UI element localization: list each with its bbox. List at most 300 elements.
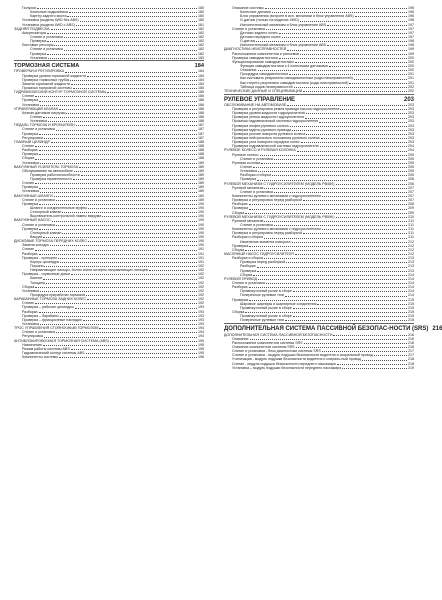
- toc-entry-title: АНТИБЛОКИРОВОЧНАЯ ТОРМОЗНАЯ СИСТЕМА (ABS): [14, 338, 109, 343]
- toc-page-number: 203: [408, 111, 414, 116]
- toc-leader-dots: [65, 72, 197, 73]
- toc-entry-title: Проверка: [22, 98, 39, 103]
- toc-entry-title: Режим работы системы ABS: [22, 346, 70, 351]
- toc-page-number: 190: [198, 210, 204, 215]
- toc-leader-dots: [286, 262, 407, 263]
- toc-leader-dots: [257, 271, 407, 272]
- toc-page-number: 191: [198, 247, 204, 252]
- toc-leader-dots: [88, 208, 197, 209]
- toc-entry: [14, 355, 204, 359]
- toc-entry-title: Клапан датчиков нагрузки: [22, 110, 66, 115]
- toc-entry-title: Проверка – барабаны: [22, 313, 59, 318]
- toc-entry-title: РУЛЕВОЙ МЕХАНИЗМ С ГИДРОУСИЛИТЕЛЕМ (МОДЕЛЬ PB59K): [224, 214, 335, 219]
- toc-entry-title: Установка: [30, 119, 47, 124]
- toc-entry-title: Снятие: [22, 247, 35, 252]
- toc-entry-title: Рулевой механизм: [232, 185, 264, 190]
- toc-entry-title: Сборка: [232, 247, 245, 252]
- toc-page-number: 213: [408, 256, 414, 261]
- section-divider: [224, 323, 414, 324]
- toc-page-number: 180: [198, 5, 204, 10]
- toc-page-number: 182: [198, 30, 204, 35]
- toc-leader-dots: [56, 225, 197, 226]
- toc-leader-dots: [290, 126, 407, 127]
- toc-page-number: 180: [198, 10, 204, 15]
- toc-page-number: 186: [198, 106, 204, 111]
- toc-entry-title: Выключатель контрольной лампы вакуума: [30, 214, 102, 219]
- toc-page-number: 184: [198, 69, 204, 74]
- toc-entry-title: Шланги и соединительные муфты: [30, 206, 87, 211]
- toc-leader-dots: [43, 345, 197, 346]
- toc-page-number: 215: [408, 305, 414, 310]
- toc-leader-dots: [354, 79, 407, 80]
- toc-page-number: 216: [408, 336, 414, 341]
- toc-leader-dots: [301, 142, 407, 143]
- toc-leader-dots: [59, 109, 197, 110]
- toc-leader-dots: [35, 96, 197, 97]
- toc-entry-title: Проверка и регулировка ремня привода насоса гидроусилителя: [232, 107, 340, 112]
- toc-entry-title: Проверка: [22, 226, 39, 231]
- section-divider: [14, 60, 204, 61]
- toc-leader-dots: [86, 353, 197, 354]
- toc-leader-dots: [249, 204, 407, 205]
- toc-leader-dots: [300, 21, 407, 22]
- toc-page-number: 191: [198, 251, 204, 256]
- toc-leader-dots: [260, 155, 407, 156]
- toc-page-number: 189: [198, 181, 204, 186]
- toc-entry-title: Проверка работоспособности: [30, 172, 80, 177]
- toc-page-number: 182: [198, 26, 204, 31]
- toc-page-number: 196: [408, 14, 414, 19]
- toc-entry-title: Установка: [22, 288, 39, 293]
- toc-entry-title: Установка: [22, 102, 39, 107]
- toc-entry-title: Замена колодок: [22, 243, 49, 248]
- toc-page-number: 192: [198, 288, 204, 293]
- toc-entry-title: Компоненты рулевого механизма с гидроусилителем: [232, 227, 321, 232]
- toc-entry-title: Датчики заднего колес: [240, 30, 278, 35]
- toc-page-number: 191: [198, 255, 204, 260]
- toc-leader-dots: [39, 134, 197, 135]
- toc-leader-dots: [257, 180, 407, 181]
- toc-page-number: 211: [408, 235, 414, 240]
- toc-entry-title: ПЕДАЛЬ ТОРМОЗА И КРОНШТЕЙН: [14, 123, 75, 128]
- toc-entry-title: Поперечные рулевые тяги: [240, 293, 285, 298]
- toc-entry-title: Проверка тормозных трубок: [22, 77, 70, 82]
- toc-leader-dots: [362, 360, 407, 361]
- toc-leader-dots: [258, 171, 407, 172]
- toc-entry-title: Проверка уровня жидкости гидроусилителя: [232, 111, 305, 116]
- toc-entry-title: Снятие и установка: [240, 223, 273, 227]
- toc-leader-dots: [43, 237, 197, 238]
- toc-leader-dots: [303, 200, 407, 201]
- toc-page-number: 190: [198, 239, 204, 244]
- toc-entry-title: Снятие и установка: [22, 330, 55, 335]
- toc-leader-dots: [245, 250, 407, 251]
- toc-leader-dots: [60, 316, 197, 317]
- toc-leader-dots: [39, 188, 197, 189]
- toc-entry-title: Поршни: [30, 264, 44, 269]
- toc-entry-title: Разборка: [22, 148, 38, 153]
- toc-leader-dots: [40, 324, 197, 325]
- toc-leader-dots: [249, 287, 407, 288]
- toc-page-number: 192: [198, 280, 204, 285]
- toc-page-number: 187: [198, 131, 204, 136]
- toc-entry-title: Проверка угла поворота передних колес: [232, 140, 300, 145]
- toc-entry-title: ВАКУУМНЫЙ УСИЛИТЕЛЬ ТОРМОЗА: [14, 164, 78, 169]
- toc-leader-dots: [320, 146, 407, 147]
- toc-page-number: 182: [198, 39, 204, 44]
- toc-page-number: 197: [408, 26, 414, 31]
- toc-leader-dots: [266, 283, 407, 284]
- toc-entry-title: Прокачка тормозной системы: [22, 85, 72, 90]
- toc-entry-title: РУЛЕВОЕ УПРАВЛЕНИЕ: [224, 96, 296, 103]
- toc-leader-dots: [249, 209, 407, 210]
- toc-page-number: 190: [198, 226, 204, 231]
- toc-leader-dots: [86, 295, 197, 296]
- toc-page-number: 193: [198, 313, 204, 318]
- toc-entry-title: Рулевая колонка: [232, 160, 261, 165]
- toc-entry: [14, 56, 204, 60]
- toc-entry-title: Проверка: [22, 152, 39, 157]
- toc-leader-dots: [322, 351, 407, 352]
- toc-page-number: 189: [198, 197, 204, 202]
- toc-leader-dots: [79, 167, 197, 168]
- toc-leader-dots: [349, 83, 407, 84]
- toc-entry-title: Датчики передних колес: [240, 34, 281, 39]
- toc-page-number: 215: [408, 301, 414, 306]
- toc-leader-dots: [62, 212, 197, 213]
- toc-page-number: 215: [408, 318, 414, 323]
- toc-leader-dots: [35, 250, 197, 251]
- toc-page-number: 199: [408, 51, 414, 56]
- toc-entry-title: Толщина: [30, 280, 45, 285]
- toc-page-number: 198: [408, 43, 414, 48]
- toc-entry-title: Снятие: [22, 301, 35, 306]
- toc-page-number: 184: [198, 73, 204, 78]
- toc-entry-title: Снятие - модуль подушки безопасности переднего пассажира: [232, 361, 336, 366]
- toc-leader-dots: [40, 163, 197, 164]
- toc-leader-dots: [303, 233, 407, 234]
- toc-entry-title: Функционирование самодиагностики: [232, 59, 294, 64]
- toc-page-number: 188: [198, 139, 204, 144]
- toc-page-number: 182: [198, 34, 204, 39]
- toc-page-number: 211: [408, 231, 414, 236]
- toc-leader-dots: [39, 101, 197, 102]
- toc-page-number: 197: [408, 34, 414, 39]
- toc-leader-dots: [69, 12, 197, 13]
- toc-entry-title: Рулевой механизм: [232, 218, 264, 223]
- toc-entry-title: G-датчик: [240, 39, 256, 44]
- toc-entry-title: Проверка уровня тормозной жидкости: [22, 73, 86, 78]
- toc-leader-dots: [264, 221, 407, 222]
- toc-entry-title: Стопорный клапан: [30, 210, 62, 215]
- toc-page-number: 192: [198, 272, 204, 277]
- toc-page-number: 203: [408, 115, 414, 120]
- toc-leader-dots: [43, 117, 197, 118]
- toc-page-number: 195: [198, 338, 204, 343]
- toc-page-number: 186: [198, 119, 204, 124]
- toc-page-number: 203: [408, 136, 414, 141]
- toc-leader-dots: [75, 308, 197, 309]
- toc-entry-title: Снятие и установка: [240, 189, 273, 194]
- toc-entry-title: Проверка перед разборкой: [240, 260, 286, 265]
- toc-entry-title: Процедура самодиагностики: [240, 72, 288, 77]
- toc-entry-title: Установка: [240, 169, 257, 174]
- toc-page-number: 214: [408, 276, 414, 281]
- toc-page-number: 217: [408, 349, 414, 354]
- toc-leader-dots: [35, 287, 197, 288]
- toc-leader-dots: [39, 312, 197, 313]
- toc-entry-title: УПРАВЛЯЮЩИЙ КЛАПАН: [14, 106, 59, 111]
- toc-entry-title: ДИАГНОСТИКА НЕИСПРАВНОСТЕЙ: [224, 47, 287, 52]
- toc-entry-title: Снятие и установка: [232, 280, 265, 285]
- toc-entry-title: Расположение компонентов и разъемов: [232, 51, 300, 56]
- toc-entry-title: Исполнительный механизм и блок управления ABS: [240, 43, 327, 48]
- toc-leader-dots: [71, 349, 197, 350]
- toc-entry-title: Разборка и сборка: [240, 173, 272, 178]
- toc-entry-title: Картер заднего моста: [30, 14, 67, 19]
- toc-page-number: 205: [408, 173, 414, 178]
- toc-leader-dots: [66, 113, 197, 114]
- toc-page-number: 207: [408, 189, 414, 194]
- toc-entry-title: Проверка – рабочие цилиндры: [22, 305, 74, 310]
- toc-leader-dots: [336, 184, 407, 185]
- toc-leader-dots: [51, 29, 197, 30]
- toc-leader-dots: [54, 196, 197, 197]
- toc-page-number: 190: [198, 222, 204, 227]
- toc-leader-dots: [70, 80, 197, 81]
- toc-leader-dots: [35, 146, 197, 147]
- toc-entry-title: Описание системы: [232, 5, 264, 10]
- toc-page-number: 192: [198, 268, 204, 273]
- toc-page-number: 193: [198, 309, 204, 314]
- toc-leader-dots: [293, 308, 407, 309]
- toc-page-number: 181: [198, 22, 204, 27]
- toc-page-number: 212: [408, 251, 414, 256]
- toc-page-number: 218: [408, 361, 414, 366]
- toc-page-number: 205: [408, 156, 414, 161]
- toc-entry-title: Листовые рессоры: [22, 43, 54, 48]
- toc-leader-dots: [99, 328, 197, 329]
- toc-leader-dots: [71, 84, 197, 85]
- toc-page-number: 205: [408, 169, 414, 174]
- toc-entry-title: Регулировка: [22, 135, 43, 140]
- toc-page-number: 189: [198, 172, 204, 177]
- toc-entry-title: Разборка: [232, 202, 248, 207]
- toc-entry-title: Регулировка: [22, 334, 43, 339]
- toc-leader-dots: [88, 241, 197, 242]
- toc-leader-dots: [250, 339, 407, 340]
- toc-page-number: 189: [198, 164, 204, 169]
- toc-page-number: 214: [408, 289, 414, 294]
- toc-page-number: 211: [408, 227, 414, 232]
- toc-page-number: 189: [198, 168, 204, 173]
- toc-leader-dots: [279, 33, 407, 34]
- toc-page-number: 214: [408, 272, 414, 277]
- toc-leader-dots: [67, 16, 197, 17]
- toc-page-number: 204: [408, 148, 414, 153]
- toc-leader-dots: [40, 105, 197, 106]
- toc-leader-dots: [51, 142, 197, 143]
- toc-entry-title: Проверка: [22, 131, 39, 136]
- toc-leader-dots: [35, 303, 197, 304]
- toc-entry-title: Снятие: [240, 165, 253, 170]
- toc-page-number: 214: [408, 280, 414, 285]
- toc-leader-dots: [245, 312, 407, 313]
- toc-page-number: 213: [408, 268, 414, 273]
- toc-leader-dots: [39, 154, 197, 155]
- toc-page-number: 189: [198, 177, 204, 182]
- toc-entry-title: Колесные подшипники: [30, 10, 68, 15]
- toc-leader-dots: [39, 229, 197, 230]
- toc-leader-dots: [50, 245, 197, 246]
- toc-leader-dots: [300, 54, 407, 55]
- toc-left-column: [14, 6, 204, 359]
- toc-page-number: 191: [198, 259, 204, 264]
- toc-page-number: 216: [408, 340, 414, 345]
- toc-leader-dots: [305, 118, 407, 119]
- toc-leader-dots: [272, 175, 407, 176]
- toc-leader-dots: [285, 320, 407, 321]
- toc-leader-dots: [319, 122, 407, 123]
- toc-entry-title: Сборка: [22, 284, 35, 289]
- toc-leader-dots: [44, 266, 197, 267]
- toc-leader-dots: [295, 254, 407, 255]
- toc-leader-dots: [258, 279, 407, 280]
- toc-page-number: 217: [408, 353, 414, 358]
- toc-leader-dots: [295, 62, 407, 63]
- toc-leader-dots: [80, 21, 197, 22]
- toc-entry-title: Снятие и установка: [240, 156, 273, 161]
- toc-entry-title: Установка: [30, 55, 47, 60]
- toc-page-number: 190: [198, 235, 204, 240]
- toc-entry-title: Проверка: [22, 185, 39, 190]
- toc-leader-dots: [60, 262, 197, 263]
- toc-entry-title: Проверка: [22, 201, 39, 206]
- toc-entry-title: Колесные датчики: [240, 10, 271, 15]
- toc-entry-title: Установка: [22, 160, 39, 165]
- toc-leader-dots: [287, 50, 407, 51]
- toc-entry-title: Проверка: [240, 177, 257, 182]
- toc-entry-title: Корпус цилиндра: [30, 259, 59, 264]
- toc-leader-dots: [264, 188, 407, 189]
- toc-page-number: 184: [198, 81, 204, 86]
- toc-entry-title: Описание: [232, 336, 249, 341]
- toc-page-number: 212: [408, 239, 414, 244]
- toc-page-number: 211: [408, 218, 414, 223]
- toc-entry-title: Сборка: [232, 210, 245, 215]
- toc-leader-dots: [249, 300, 407, 301]
- toc-entry-title: Установка (модели 4WD без ABS): [22, 18, 79, 23]
- toc-entry-title: Проверка - тормозные диски: [22, 272, 71, 277]
- toc-entry-title: Блок управления (встроен в исп. механизм и блок управления ABS): [240, 14, 354, 19]
- toc-leader-dots: [289, 74, 407, 75]
- toc-page-number: 180: [198, 18, 204, 23]
- toc-page-number: 189: [198, 193, 204, 198]
- toc-entry-title: G-датчик (только на моделях 4WD): [240, 18, 299, 23]
- toc-entry-title: ТРОС УПРАВЛЕНИЯ СТОЯНОЧНЫМ ТОРМОЗОМ: [14, 326, 99, 331]
- toc-entry: [224, 366, 414, 370]
- toc-entry-title: Проверка усилия поворота рулевого колеса: [232, 131, 306, 136]
- toc-page-number: 197: [408, 22, 414, 27]
- toc-entry-title: Обслуживание на автомобиле: [22, 168, 73, 173]
- toc-entry-title: Проверка: [30, 39, 47, 44]
- toc-leader-dots: [253, 275, 407, 276]
- toc-page-number: 192: [198, 264, 204, 269]
- toc-leader-dots: [303, 91, 407, 92]
- toc-leader-dots: [87, 299, 197, 300]
- toc-entry-title: Разборка: [240, 264, 256, 269]
- toc-entry-title: Снятие: [22, 181, 35, 186]
- toc-leader-dots: [47, 41, 197, 42]
- toc-page-number: 203: [403, 96, 414, 103]
- toc-entry-title: Проверка – фрикционные накладки: [22, 317, 82, 322]
- toc-leader-dots: [76, 125, 197, 126]
- toc-page-number: 203: [408, 107, 414, 112]
- toc-entry-title: Снятие и установка - блок диагностики системы SRS: [232, 349, 321, 354]
- toc-leader-dots: [245, 213, 407, 214]
- toc-page-number: 218: [408, 357, 414, 362]
- toc-page-number: 216: [408, 344, 414, 349]
- toc-entry-title: Функция самодиагностики с 4 колесными датчиками: [240, 63, 328, 68]
- toc-leader-dots: [76, 25, 197, 26]
- toc-leader-dots: [327, 25, 407, 26]
- toc-entry-title: Описание компонентов системы SRS: [232, 344, 295, 349]
- toc-entry-title: Установка – модуль подушки безопасности переднего пассажира: [232, 365, 342, 370]
- toc-page-number: 189: [198, 189, 204, 194]
- toc-entry-title: Процедура приработки тормозов: [30, 293, 86, 297]
- toc-page-number: 192: [198, 284, 204, 289]
- toc-entry-title: Снятие: [22, 94, 35, 99]
- toc-page-number: 192: [198, 293, 204, 297]
- toc-page-number: 200: [408, 68, 414, 73]
- toc-leader-dots: [274, 225, 407, 226]
- toc-entry-title: Установка: [22, 189, 39, 194]
- toc-page-number: 214: [408, 285, 414, 290]
- toc-page-number: 189: [198, 185, 204, 190]
- toc-page-number: 189: [198, 160, 204, 165]
- toc-leader-dots: [340, 109, 407, 110]
- toc-leader-dots: [40, 291, 197, 292]
- toc-entry-title: ЗАДНЯЯ ПОДВЕСКА: [14, 26, 50, 31]
- toc-page-number: 184: [198, 77, 204, 82]
- toc-entry-title: Разборка: [232, 285, 248, 290]
- toc-entry-title: Проверка гидравлической системы гидроусилителя: [232, 144, 319, 149]
- toc-entry-title: Промежуточный рычаг в сборе: [240, 289, 292, 294]
- toc-leader-dots: [43, 279, 197, 280]
- toc-entry-title: РУЛЕВОЙ ПРИВОД: [224, 276, 257, 281]
- toc-leader-dots: [321, 138, 407, 139]
- toc-page-number: 207: [408, 198, 414, 203]
- toc-page-number: 190: [198, 243, 204, 248]
- toc-leader-dots: [83, 320, 197, 321]
- toc-leader-dots: [322, 229, 408, 230]
- toc-leader-dots: [272, 12, 407, 13]
- toc-leader-dots: [264, 238, 407, 239]
- toc-page-number: 188: [198, 148, 204, 153]
- toc-entry-title: Полуоси: [22, 5, 37, 10]
- toc-page-number: 193: [198, 305, 204, 310]
- toc-page-number: 213: [408, 260, 414, 265]
- toc-entry-title: Снятие и установка: [22, 222, 55, 227]
- toc-leader-dots: [304, 343, 407, 344]
- toc-entry-title: РУЛЕВОЕ КОЛЕСО И РУЛЕВАЯ КОЛОНКА: [224, 148, 296, 153]
- toc-page-number: 215: [408, 314, 414, 319]
- toc-page-number: 206: [408, 177, 414, 182]
- toc-page-number: 190: [198, 214, 204, 219]
- toc-page-number: 203: [408, 102, 414, 107]
- toc-page-number: 190: [198, 218, 204, 223]
- toc-leader-dots: [258, 70, 407, 71]
